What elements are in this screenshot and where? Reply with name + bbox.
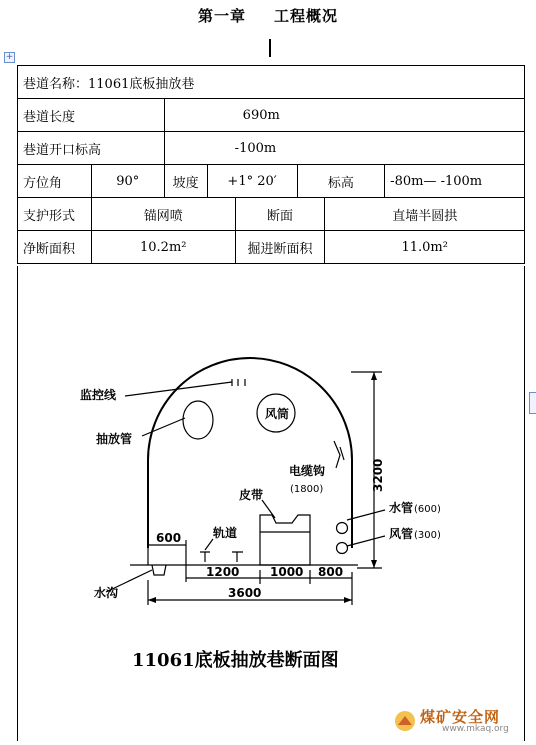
opening-elevation-value: -100m	[164, 132, 524, 165]
slope-value: +1° 20′	[207, 165, 297, 198]
air-pipe-circle	[337, 543, 348, 554]
cable-hook-shape	[334, 441, 344, 468]
dim-3200: 3200	[371, 458, 385, 492]
length-label: 巷道长度	[18, 99, 165, 132]
chapter-number: 第一章	[197, 7, 246, 25]
elevation-label: 标高	[297, 165, 385, 198]
air-pipe-label: 风管	[389, 527, 414, 541]
roadway-arch-outline	[148, 358, 352, 548]
roadway-name-value: 11061底板抽放巷	[88, 76, 195, 92]
track-rails	[200, 552, 243, 562]
monitor-leader-line	[125, 382, 232, 396]
bearing-label: 方位角	[18, 165, 92, 198]
support-type-label: 支护形式	[18, 198, 92, 231]
dim-3600: 3600	[228, 586, 262, 600]
net-area-value: 10.2m²	[91, 231, 235, 264]
net-area-label: 净断面积	[18, 231, 92, 264]
belt-label: 皮带	[239, 488, 264, 502]
chapter-title: 工程概况	[274, 7, 339, 25]
drain-pipe-circle	[183, 401, 213, 439]
air-pipe-size: (300)	[414, 530, 441, 541]
track-leader-line	[205, 539, 213, 550]
slope-label: 坡度	[164, 165, 207, 198]
monitor-label: 监控线	[80, 388, 117, 402]
dim-1000: 1000	[270, 565, 304, 579]
bearing-value: 90°	[91, 165, 164, 198]
belt-conveyor	[260, 515, 310, 565]
watermark-name: 煤矿安全网	[420, 708, 501, 726]
length-value: 690m	[164, 99, 524, 132]
figure-caption: 11061底板抽放巷断面图	[132, 650, 339, 671]
ditch-label: 水沟	[94, 586, 119, 600]
track-label: 轨道	[213, 526, 238, 540]
site-logo-icon	[394, 710, 416, 732]
roadway-name-label: 巷道名称：	[23, 76, 89, 92]
opening-elevation-label: 巷道开口标高	[18, 132, 165, 165]
air-duct-label: 风筒	[265, 407, 290, 421]
water-pipe-circle	[337, 523, 348, 534]
dim-600: 600	[156, 531, 182, 545]
drain-leader-line	[142, 418, 185, 436]
excavation-area-value: 11.0m²	[325, 231, 525, 264]
section-shape-label: 断面	[235, 198, 325, 231]
cable-hook-label: 电缆钩	[289, 464, 326, 478]
watermark-url: www.mkaq.org	[442, 724, 509, 734]
excavation-area-label: 掘进断面积	[235, 231, 325, 264]
water-pipe-label: 水管	[389, 501, 414, 515]
drain-pipe-label: 抽放管	[96, 432, 133, 446]
table-move-handle-icon[interactable]: +	[5, 52, 14, 62]
section-shape-value: 直墙半圆拱	[325, 198, 525, 231]
watermark	[394, 704, 529, 740]
elevation-value: -80m— -100m	[385, 165, 525, 198]
water-pipe-size: (600)	[414, 504, 441, 515]
support-type-value: 锚网喷	[91, 198, 235, 231]
dim-800: 800	[318, 565, 344, 579]
cable-height-label: (1800)	[290, 484, 324, 495]
dim-1200: 1200	[206, 565, 240, 579]
